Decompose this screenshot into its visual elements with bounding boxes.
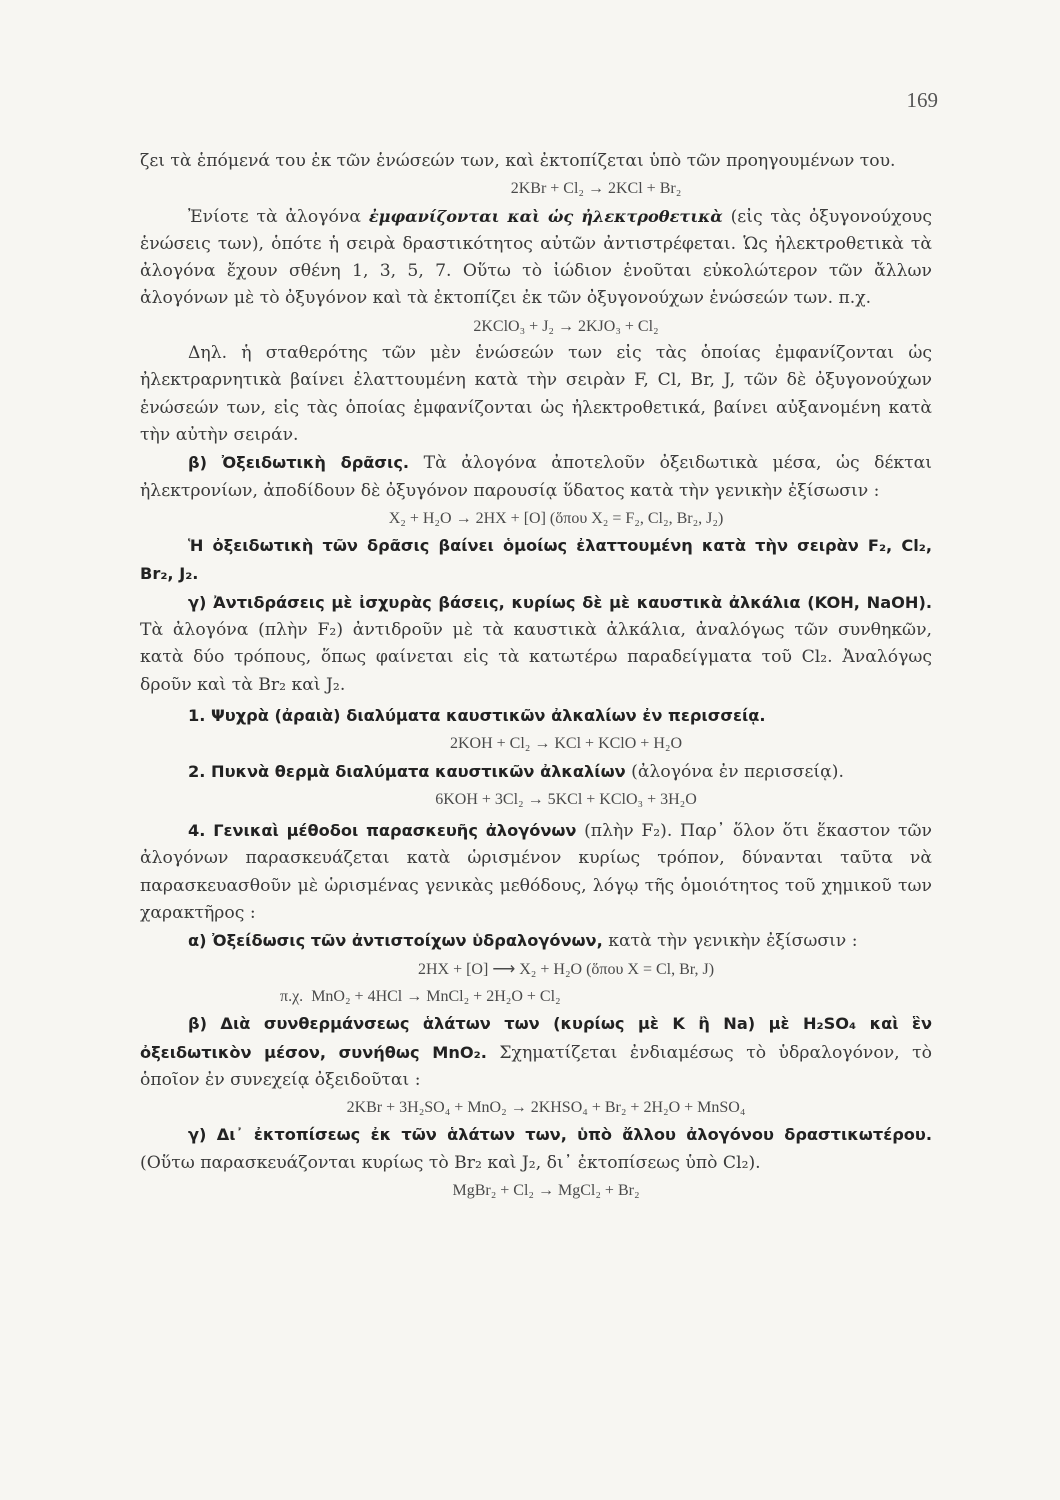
equation: 2KClO₃ + J₂ → 2KJO₃ + Cl₂ — [473, 317, 659, 335]
text: (εἰς τὰς ὀξυγονούχους ἑνώσεις των), ὁπότε ἡ σειρὰ δραστικότητος αὐτῶν ἀντιστρέφεται. Ὡς ἠλεκτροθετικὰ τὰ ἀλογόνα ἔχουν σθένη 1, 3, 5, 7. Οὕτω τὸ ἰώδιον ἑνοῦται εὐκολώτερον τῶν ἄλλων ἀλογόνων μὲ τὸ ὀξυγόνον καὶ τὰ ἐκτοπίζει ἐκ τῶν ὀξυγονούχων ἑνώσεών των. π.χ. — [140, 206, 932, 309]
page-number: 169 — [906, 88, 938, 112]
subsection-heading: β) Διὰ συνθερμάνσεως ἁλάτων των (κυρίως μὲ K ἢ Na) μὲ H₂SO₄ καὶ ἓν ὀξειδωτικὸν μέσον, συνήθως MnO₂. — [140, 1014, 932, 1062]
subsection-heading: γ) Δι᾽ ἐκτοπίσεως ἐκ τῶν ἁλάτων των, ὑπὸ ἄλλου ἀλογόνου δραστικωτέρου. — [188, 1125, 932, 1145]
subsection-heading: α) Ὀξείδωσις τῶν ἀντιστοίχων ὑδραλογόνων, — [188, 931, 603, 951]
text: Σχηματίζεται ἐνδιαμέσως τὸ ὑδραλογόνον, τὸ ὁποῖον ἐν συνεχείᾳ ὀξειδοῦται : — [140, 1042, 933, 1090]
equation: 2KBr + 3H₂SO₄ + MnO₂ → 2KHSO₄ + Br₂ + 2H₂O + MnSO₄ — [346, 1099, 746, 1117]
list-item-heading: 1. Ψυχρὰ (ἀραιὰ) διαλύματα καυστικῶν ἀλκαλίων ἐν περισσείᾳ. — [188, 705, 766, 725]
section-heading: 4. Γενικαὶ μέθοδοι παρασκευῆς ἀλογόνων — [188, 821, 577, 841]
paragraph-bases — [140, 589, 932, 699]
subsection-heading: γ) Ἀντιδράσεις μὲ ἰσχυρὰς βάσεις, κυρίως δὲ μὲ καυστικὰ ἀλκάλια (KOH, NaOH). — [188, 592, 932, 612]
example-prefix: π.χ. — [280, 987, 304, 1005]
bold-statement: Ἡ ὀξειδωτικὴ τῶν δρᾶσις βαίνει ὁμοίως ἐλαττουμένη κατὰ τὴν σειρὰν F₂, Cl₂, Br₂, J₂. — [140, 536, 932, 584]
text: (Οὕτω παρασκευάζονται κυρίως τὸ Br₂ καὶ J₂, δι᾽ ἐκτοπίσεως ὑπὸ Cl₂). — [140, 1152, 761, 1173]
equation: 6KOH + 3Cl₂ → 5KCl + KClO₃ + 3H₂O — [435, 790, 697, 808]
method-a — [140, 927, 932, 955]
paragraph-stability: Δηλ. ἡ σταθερότης τῶν μὲν ἑνώσεών των εἰς τὰς ὁποίας ἐμφανίζονται ὡς ἠλεκτραρνητικὰ βαίνει ἐλαττουμένη κατὰ τὴν σειρὰν F, Cl, Br, J, τῶν δὲ ὀξυγονούχων ἑνώσεών των, εἰς τὰς ὁποίας ἐμφανίζονται ὡς ἠλεκτροθετικά, βαίνει αὐξανομένη κατὰ τὴν αὐτὴν σειράν. — [140, 343, 932, 445]
equation: 2KOH + Cl₂ → KCl + KClO + H₂O — [449, 735, 682, 753]
text: (ἀλογόνα ἐν περισσείᾳ). — [625, 761, 844, 782]
section-paragraph — [140, 817, 932, 927]
equation: 2HX + [O] ⟶ X₂ + H₂O (ὅπου X = Cl, Br, J) — [417, 960, 715, 978]
subsection-heading: β) Ὀξειδωτικὴ δρᾶσις. — [188, 453, 410, 473]
continuation-paragraph: ζει τὰ ἑπόμενά του ἐκ τῶν ἑνώσεών των, καὶ ἐκτοπίζεται ὑπὸ τῶν προηγουμένων του. — [140, 151, 896, 171]
page-body — [140, 148, 932, 1204]
equation: X₂ + H₂O → 2HX + [O] (ὅπου X₂ = F₂, Cl₂, Br₂, J₂) — [388, 509, 724, 527]
paragraph-bold-statement — [140, 532, 932, 589]
text: κατὰ τὴν γενικὴν ἐξίσωσιν : — [602, 931, 858, 952]
text: (πλὴν F₂). Παρ᾽ ὅλον ὅτι ἕκαστον τῶν ἀλογόνων παρασκευάζεται κατὰ ὡρισμένον κυρίως τρόπον, δύνανται ταῦτα νὰ παρασκευασθοῦν μὲ ὡρισμένας γενικὰς μεθόδους, λόγῳ τῆς ὁμοιότητος τοῦ χημικοῦ των χαρακτῆρος : — [140, 821, 932, 924]
text: Τὰ ἀλογόνα (πλὴν F₂) ἀντιδροῦν μὲ τὰ καυστικὰ ἀλκάλια, ἀναλόγως τῶν συνθηκῶν, κατὰ δύο τρόπους, ὅπως φαίνεται εἰς τὰ κατωτέρω παραδείγματα τοῦ Cl₂. Ἀναλόγως δροῦν καὶ τὰ Br₂ καὶ J₂. — [140, 620, 932, 695]
paragraph-oxidizing — [140, 449, 932, 505]
equation-example — [140, 983, 932, 1010]
paragraph-electropositive — [140, 203, 932, 313]
text: Ἐνίοτε τὰ ἀλογόνα — [188, 206, 369, 227]
method-b — [140, 1010, 932, 1094]
list-item — [140, 758, 932, 786]
equation: MnO₂ + 4HCl → MnCl₂ + 2H₂O + Cl₂ — [311, 987, 561, 1005]
equation: MgBr₂ + Cl₂ → MgCl₂ + Br₂ — [452, 1181, 640, 1199]
bold-phrase: ἐμφανίζονται καὶ ὡς ἠλεκτροθετικὰ — [368, 206, 723, 226]
list-item — [140, 702, 932, 730]
text: Τὰ ἀλογόνα ἀποτελοῦν ὀξειδωτικὰ μέσα, ὡς δέκται ἠλεκτρονίων, ἀποδίδουν δὲ ὀξυγόνον παρουσίᾳ ὕδατος κατὰ τὴν γενικὴν ἐξίσωσιν : — [140, 453, 932, 501]
equation: 2KBr + Cl₂ → 2KCl + Br₂ — [510, 180, 682, 198]
method-c — [140, 1121, 932, 1177]
list-item-heading: 2. Πυκνὰ θερμὰ διαλύματα καυστικῶν ἀλκαλίων — [188, 761, 626, 781]
